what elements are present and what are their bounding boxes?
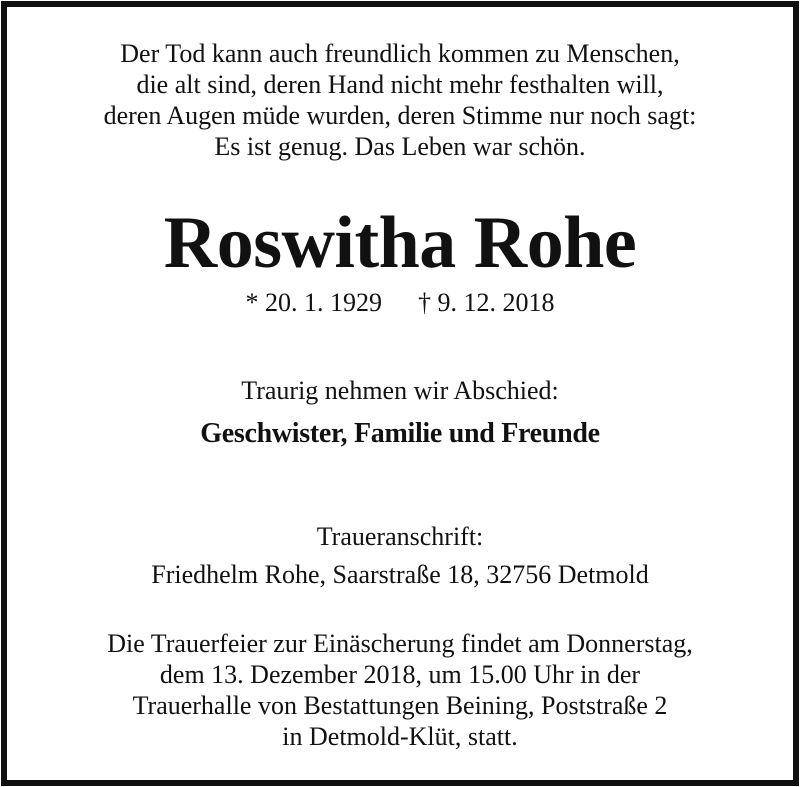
mourning-address-label: Traueranschrift: <box>316 522 484 551</box>
memorial-poem <box>0 38 800 162</box>
mourners: Geschwister, Familie und Freunde <box>200 418 600 449</box>
birth-date: * 20. 1. 1929 <box>245 288 382 317</box>
mourning-address: Friedhelm Rohe, Saarstraße 18, 32756 Detmold <box>151 560 649 589</box>
service-line: in Detmold-Klüt, statt. <box>282 722 518 751</box>
service-info <box>0 628 800 752</box>
farewell-intro: Traurig nehmen wir Abschied: <box>241 376 559 405</box>
poem-line: deren Augen müde wurden, deren Stimme nur noch sagt: <box>103 101 697 130</box>
death-date: † 9. 12. 2018 <box>418 288 555 317</box>
service-line: Trauerhalle von Bestattungen Beining, Poststraße 2 <box>132 691 668 720</box>
service-line: Die Trauerfeier zur Einäscherung findet am Donnerstag, <box>107 629 693 658</box>
life-dates <box>0 287 800 319</box>
poem-line: die alt sind, deren Hand nicht mehr festhalten will, <box>136 70 664 99</box>
service-line: dem 13. Dezember 2018, um 15.00 Uhr in der <box>159 660 641 689</box>
poem-line: Der Tod kann auch freundlich kommen zu Menschen, <box>120 39 680 68</box>
deceased-name: Roswitha Rohe <box>163 202 637 284</box>
poem-line: Es ist genug. Das Leben war schön. <box>214 132 586 161</box>
